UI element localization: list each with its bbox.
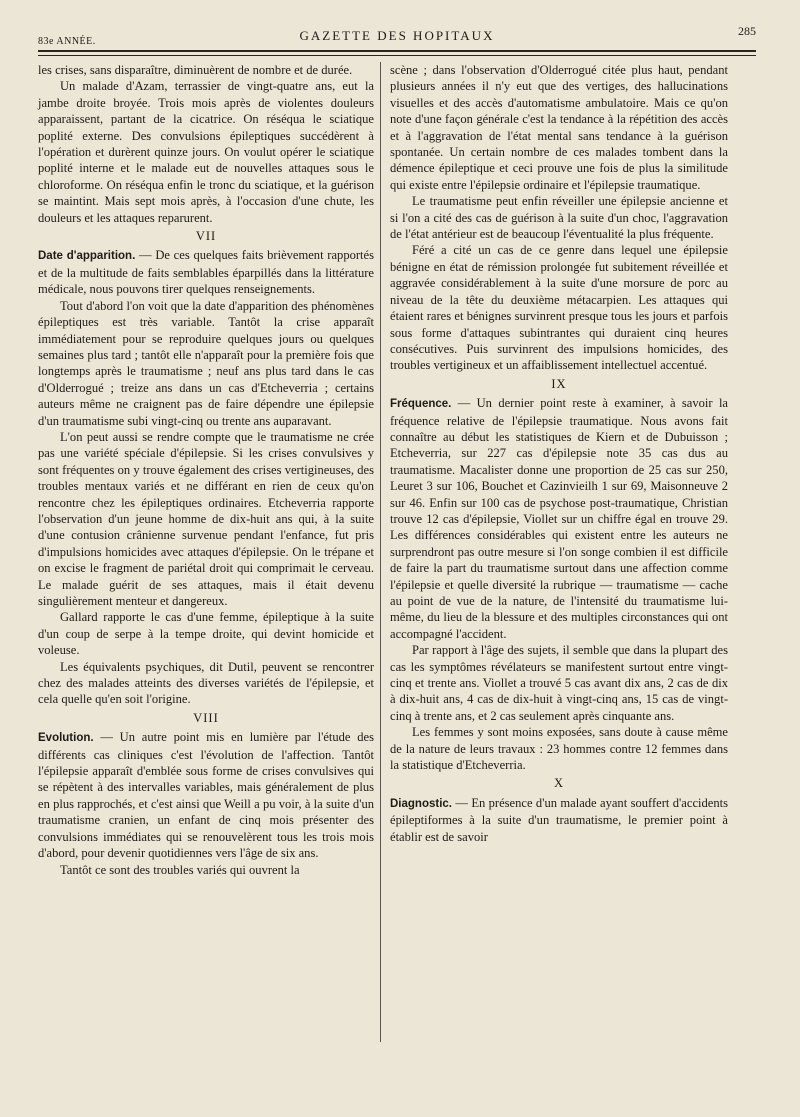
paragraph-text: — En présence d'un malade ayant souffert d'accidents épileptiformes à la suite d'un traumatisme, le premier point à établir est de savoir bbox=[390, 795, 728, 844]
paragraph-text: — Un autre point mis en lumière par l'étude des différents cas cliniques c'est l'évolution de l'affection. Tantôt l'épilepsie apparaît d'emblée sous forme de crises convulsives qui se répètent à des intervalles variables, mais généralement de plus en plus rapprochés, et c'est ainsi que Weill a pu voir, à la suite d'un traumatisme cranien, un enfant de cinq mois présenter des convulsions immédiates qui se renouvelèrent tous les trois mois d'abord, pour devenir quotidiennes vers l'âge de six ans. bbox=[38, 730, 374, 861]
run-in-heading: Evolution. bbox=[38, 732, 94, 745]
volume-year: 83e ANNÉE. bbox=[38, 36, 96, 47]
paragraph: Le traumatisme peut enfin réveiller une épilepsie ancienne et si l'on a cité des cas de guérison à la suite d'un choc, l'aggravation de l'état antérieur est de beaucoup l'éventualité la plus fréquente. bbox=[390, 194, 728, 242]
page-header bbox=[38, 22, 756, 48]
header-rule-thin bbox=[38, 55, 756, 56]
paragraph bbox=[38, 247, 374, 297]
paragraph: L'on peut aussi se rendre compte que le traumatisme ne crée pas une variété spéciale d'épilepsie. Si les crises convulsives y sont fréquentes on y trouve également des crises vertigineuses, des troubles mentaux variés et ne différant en rien de ceux qu'on rencontre chez les épileptiques ordinaires. Etcheverria rapporte l'observation d'un jeune homme de dix-huit ans qui, à la suite d'une contusion crânienne survenue pendant l'enfance, fut pris d'impulsions homicides avec attaques d'épilepsie. On le trépane et on excise le fragment de pariétal droit qui comprimait le cerveau. Le malade guérit de ses attaques, mais il était devenu singulièrement menteur et dangereux. bbox=[38, 429, 374, 608]
column-divider bbox=[380, 62, 381, 1042]
paragraph-text: — Un dernier point reste à examiner, à savoir la fréquence relative de l'épilepsie traumatique. Nous avons fait connaître au début les statistiques de Kiern et de Dubuisson ; Etcheverria, sur 227 cas d'épilepsie note 35 cas dus au traumatisme. Macalister donne une proportion de 25 cas sur 250, Leuret 3 sur 106, Bouchet et Cazinvieilh 1 sur 69, Maisonneuve 2 sur 46. Enfin sur 100 cas de psychose post-traumatique, Christian trouve 12 cas d'épilepsie, Viollet sur un chiffre égal en trouve 29. Les différences considérables qui existent entre les auteurs ne surprendront pas outre mesure si l'on songe combien il est difficile de faire la part du traumatisme surtout dans une affection comme l'épilepsie et quelle diversité la rubrique — traumatisme — cache au point de vue de la nature, de l'intensité du traumatisme lui-même, du lieu de la blessure et des multiples circonstances qui ont accompagné l'accident. bbox=[390, 396, 728, 641]
section-heading: X bbox=[553, 776, 565, 791]
header-rule-thick bbox=[38, 50, 756, 52]
run-in-heading: Diagnostic. bbox=[390, 797, 452, 810]
page-number: 285 bbox=[738, 24, 756, 38]
paragraph: Par rapport à l'âge des sujets, il semble que dans la plupart des cas les symptômes révélateurs se manifestent surtout entre vingt-cinq et trente ans. Viollet a trouvé 5 cas avant dix ans, 2 cas de dix à dix-huit ans, 4 cas de dix-huit à vingt-cinq ans, 15 cas de vingt-cinq à trente ans, et 2 cas seulement après cinquante ans. bbox=[390, 643, 728, 723]
journal-title: GAZETTE DES HOPITAUX bbox=[299, 28, 495, 43]
paragraph bbox=[38, 729, 374, 861]
paragraph bbox=[390, 795, 728, 845]
paragraph bbox=[390, 395, 728, 642]
paragraph: Tout d'abord l'on voit que la date d'apparition des phénomènes épileptiques est très variable. Tantôt la crise apparaît immédiatement pour se reproduire quelques jours ou quelques semaines plus tard ; tantôt elle n'apparaît pour la première fois que longtemps après le traumatisme ; neuf ans plus tard dans le cas d'Olderrogué ; treize ans dans un cas d'Etcheverria ; certains auteurs même ne craignent pas de faire dépendre une épilepsie d'un traumatisme subi vingt-cinq ou trente ans auparavant. bbox=[38, 298, 374, 428]
paragraph: Féré a cité un cas de ce genre dans lequel une épilepsie bénigne en état de rémission prolongée fut subitement réveillée et aggravée considérablement à la suite d'une morsure de porc au niveau de la tête du deuxième métacarpien. Les attaques qui étaient rares et bénignes survinrent presque tous les jours et parfois sous forme d'attaques subintrantes qui duraient cinq heures consécutives. Puis survinrent des impulsions homicides, des troubles vertigineux et un affaiblissement intellectuel accentué. bbox=[390, 243, 728, 373]
paragraph: Un malade d'Azam, terrassier de vingt-quatre ans, eut la jambe droite broyée. Trois mois après de violentes douleurs apparaissent, partant de la cicatrice. On réséqua le sciatique poplité externe. Des convulsions épileptiques succédèrent à l'opération et durèrent quinze jours. On voulut opérer le sciatique poplité interne et le malade eut de nouvelles attaques sous le chloroforme. On réséqua enfin le tronc du sciatique, et la guérison se maintint. Mais sept mois après, à l'occasion d'une chute, les douleurs et les attaques reparurent. bbox=[38, 79, 374, 225]
paragraph: Gallard rapporte le cas d'une femme, épileptique à la suite d'un coup de serpe à la tempe droite, qui devint homicide et voleuse. bbox=[38, 610, 374, 658]
paragraph: Les équivalents psychiques, dit Dutil, peuvent se rencontrer chez des malades atteints des diverses variétés de l'épilepsie, et cela quelle qu'en soit l'origine. bbox=[38, 659, 374, 707]
paragraph: scène ; dans l'observation d'Olderrogué citée plus haut, pendant plusieurs années il n'y eut que des vertiges, des hallucinations visuelles et des accès d'automatisme ambulatoire. Mais ce qu'on note d'une façon générale c'est la tendance à la répétition des accès et à l'aggravation de l'état mental sans tendance à la guérison spontanée. Un certain nombre de ces malades tombent dans la démence épileptique et ceci prouve une fois de plus la similitude qui existe entre l'épilepsie ordinaire et l'épilepsie traumatique. bbox=[390, 63, 728, 192]
section-heading: IX bbox=[551, 376, 567, 391]
paragraph: les crises, sans disparaître, diminuèrent de nombre et de durée. bbox=[38, 63, 353, 77]
section-heading: VII bbox=[195, 229, 217, 244]
right-column bbox=[390, 62, 728, 845]
run-in-heading: Date d'apparition. bbox=[38, 250, 136, 263]
paragraph-text: — De ces quelques faits brièvement rapportés et de la multitude de faits semblables éparpillés dans la littérature médicale, nous pouvons tirer quelques renseignements. bbox=[38, 248, 374, 297]
run-in-heading: Fréquence. bbox=[390, 398, 452, 411]
left-column bbox=[38, 62, 374, 878]
paragraph: Tantôt ce sont des troubles variés qui ouvrent la bbox=[60, 862, 300, 877]
section-heading: VIII bbox=[193, 710, 219, 725]
paragraph: Les femmes y sont moins exposées, sans doute à cause même de la nature de leurs travaux : 23 hommes contre 12 femmes dans la statistique d'Etcheverria. bbox=[390, 725, 728, 773]
